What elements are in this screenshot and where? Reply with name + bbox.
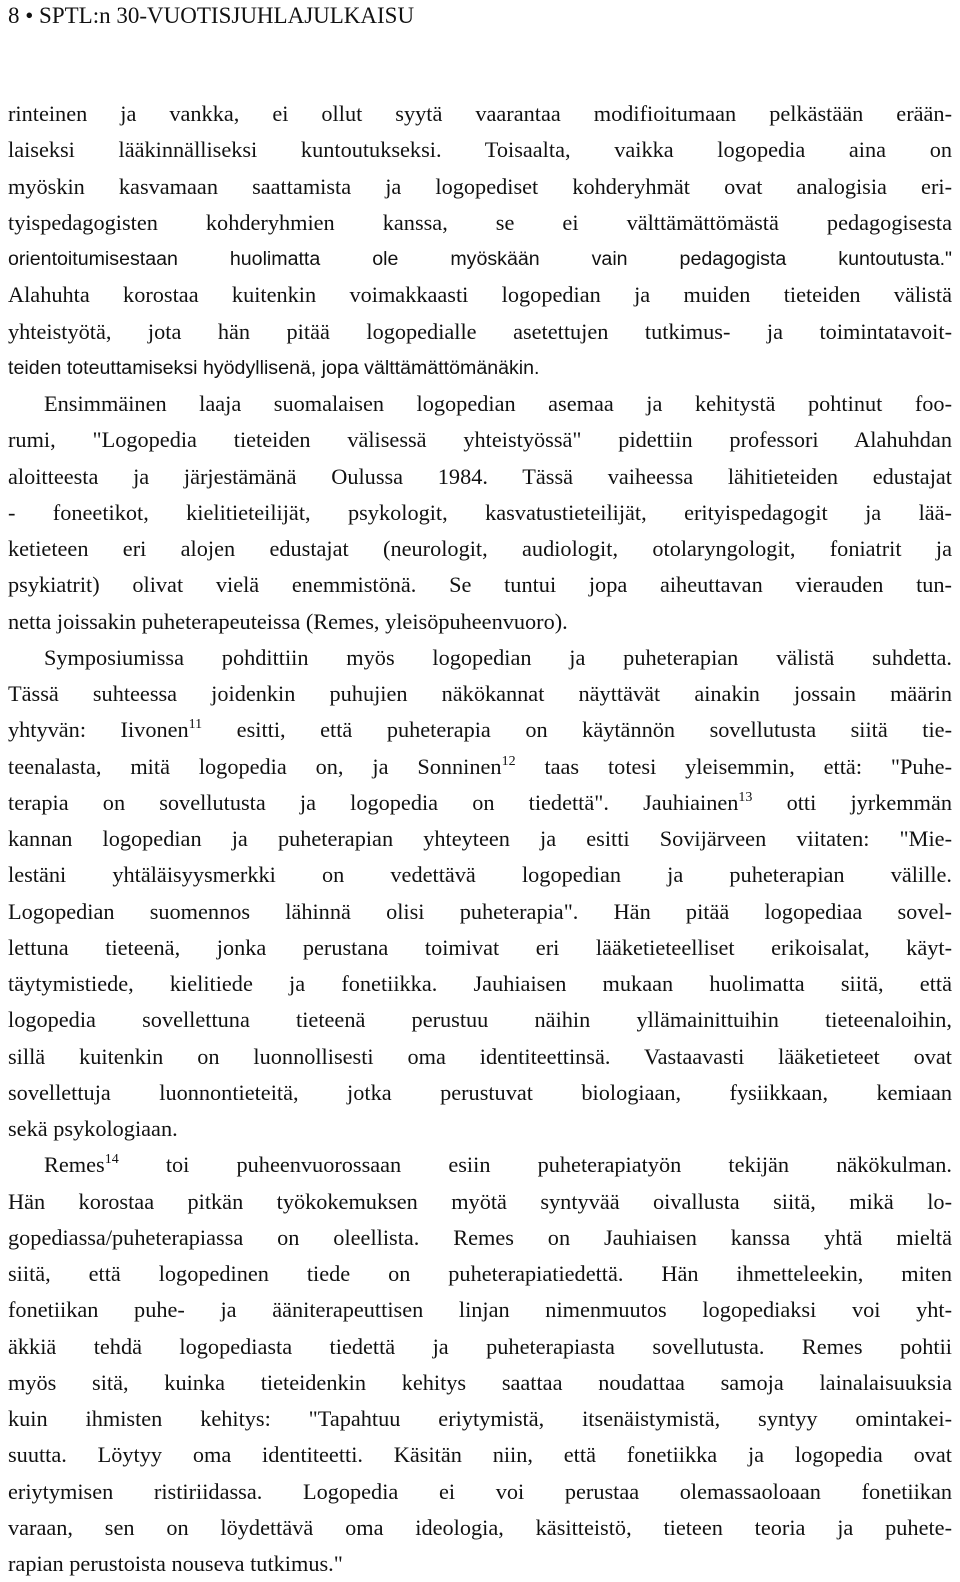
text-line: siitä, että logopedinen tiede on puheterapiatiedettä. Hän ihmetteleekin, miten [8, 1261, 952, 1286]
text-line: fonetiikan puhe- ja ääniterapeuttisen linjan nimenmuutos logopediaksi voi yht- [8, 1297, 952, 1323]
text-segment: otti jyrkemmän [752, 789, 952, 815]
text-line: lestäni yhtäläisyysmerkki on vedettävä logopedian ja puheterapian välille. [8, 862, 952, 888]
text-line [8, 712, 952, 748]
text-segment: psykiatrit) olivat vielä enemmistönä. [8, 572, 417, 598]
text-line [8, 749, 952, 785]
running-header: 8 • SPTL:n 30-VUOTISJUHLAJULKAISU [8, 3, 415, 28]
text-segment: Remes [44, 1152, 105, 1178]
text-line: rumi, "Logopedia tieteiden välisessä yhteistyössä" pidettiin professori Alahuhdan [8, 427, 952, 453]
paragraph-first-line: Ensimmäinen laaja suomalaisen logopedian asemaa ja kehitystä pohtinut foo- [44, 391, 952, 416]
footnote-ref: 14 [104, 1152, 119, 1168]
text-line [8, 567, 952, 603]
text-line: myöskin kasvamaan saattamista ja logopediset kohderyhmät ovat analogisia eri- [8, 173, 952, 199]
text-line [8, 132, 952, 168]
text-segment: yhtyvän: Iivonen [8, 717, 189, 743]
text-line: rinteinen ja vankka, ei ollut syytä vaarantaa modifioitumaan pelkästään erään- [8, 101, 952, 126]
text-line: varaan, sen on löydettävä oma ideologia, käsitteistö, tieteen teoria ja puhete- [8, 1514, 952, 1540]
paragraph-first-line: Symposiumissa pohdittiin myös logopedian ja puheterapian välistä suhdetta. [44, 644, 952, 670]
text-segment: teenalasta, mitä logopedia on, ja Sonninen [8, 753, 502, 779]
text-line: ketieteen eri alojen edustajat (neurologit, audiologit, otolaryngologit, foniatrit ja [8, 536, 952, 561]
text-line: sillä kuitenkin on luonnollisesti oma identiteettinsä. Vastaavasti lääketieteet ovat [8, 1043, 952, 1069]
text-line: kuin ihmisten kehitys: "Tapahtuu eriytymistä, itsenäistymistä, syntyy omintakei- [8, 1406, 952, 1431]
text-segment: terapia on sovellutusta ja logopedia on tiedettä". Jauhiainen [8, 789, 739, 815]
text-line: Alahuhta korostaa kuitenkin voimakkaasti logopedian ja muiden tieteiden välistä [8, 282, 952, 308]
text-segment: Se tuntui jopa aiheuttavan vierauden tun- [416, 572, 952, 598]
text-line: Logopedian suomennos lähinnä olisi puheterapia". Hän pitää logopediaa sovel- [8, 898, 952, 924]
text-line: Tässä suhteessa joidenkin puhujien näkökannat näyttävät ainakin jossain määrin [8, 681, 952, 706]
text-line: yhteistyötä, jota hän pitää logopedialle asetettujen tutkimus- ja toimintatavoit- [8, 318, 952, 344]
text-line: - foneetikot, kielitieteilijät, psykologit, kasvatustieteilijät, erityispedagogit ja lää- [8, 499, 952, 525]
text-line: sekä psykologiaan. [8, 1116, 178, 1141]
text-segment: Toisaalta, vaikka logopedia aina on [441, 137, 952, 163]
text-line: myös sitä, kuinka tieteidenkin kehitys saattaa noudattaa samoja lainalaisuuksia [8, 1369, 952, 1395]
text-segment: esitti, että puheterapia on käytännön sovellutusta siitä tie- [202, 717, 952, 743]
text-line: Hän korostaa pitkän työkokemuksen myötä syntyvää oivallusta siitä, mikä lo- [8, 1188, 952, 1214]
text-segment: aloitteesta ja järjestämänä Oulussa 1984. [8, 463, 488, 489]
text-line: logopedia sovellettuna tieteenä perustuu näihin yllämainittuihin tieteenaloihin, [8, 1007, 952, 1033]
text-line: sovellettuja luonnontieteitä, jotka perustuvat biologiaan, fysiikkaan, kemiaan [8, 1079, 952, 1105]
footnote-ref: 13 [738, 789, 753, 805]
body-text [8, 96, 952, 1582]
footnote-ref: 11 [188, 717, 203, 733]
text-line: gopediassa/puheterapiassa on oleellista. Remes on Jauhiaisen kanssa yhtä mieltä [8, 1224, 952, 1250]
text-line [8, 785, 952, 821]
paragraph-first-line [8, 1147, 952, 1183]
text-segment: laiseksi lääkinnälliseksi kuntoutukseksi. [8, 137, 442, 163]
text-line: lettuna tieteenä, jonka perustana toimivat eri lääketieteelliset erikoisalat, käyt- [8, 934, 952, 960]
text-line [8, 459, 952, 495]
text-line: täytymistiede, kielitiede ja fonetiikka. Jauhiaisen mukaan huolimatta siitä, että [8, 971, 952, 996]
text-line: suutta. Löytyy oma identiteetti. Käsitän niin, että fonetiikka ja logopedia ovat [8, 1442, 952, 1468]
text-line: eriytymisen ristiriidassa. Logopedia ei voi perustaa olemassaoloaan fonetiikan [8, 1478, 952, 1504]
text-segment: taas totesi yleisemmin, että: "Puhe- [515, 753, 952, 779]
text-segment: toi puheenvuorossaan esiin puheterapiatyön tekijän näkökulman. [118, 1152, 952, 1178]
text-line: tyispedagogisten kohderyhmien kanssa, se ei välttämättömästä pedagogisesta [8, 209, 952, 235]
text-line: rapian perustoista nouseva tutkimus." [8, 1551, 343, 1576]
text-line: teiden toteuttamiseksi hyödyllisenä, jopa välttämättömänäkin. [8, 356, 540, 379]
text-line: äkkiä tehdä logopediasta tiedettä ja puheterapiasta sovellutusta. Remes pohtii [8, 1333, 952, 1359]
text-line: orientoitumisestaan huolimatta ole myöskään vain pedagogista kuntoutusta." [8, 248, 952, 270]
text-line: netta joissakin puheterapeuteissa (Remes, yleisöpuheenvuoro). [8, 608, 568, 634]
text-line: kannan logopedian ja puheterapian yhteyteen ja esitti Sovijärveen viitaten: "Mie- [8, 826, 952, 851]
footnote-ref: 12 [501, 753, 516, 769]
text-segment: Tässä vaiheessa lähitieteiden edustajat [487, 463, 952, 489]
